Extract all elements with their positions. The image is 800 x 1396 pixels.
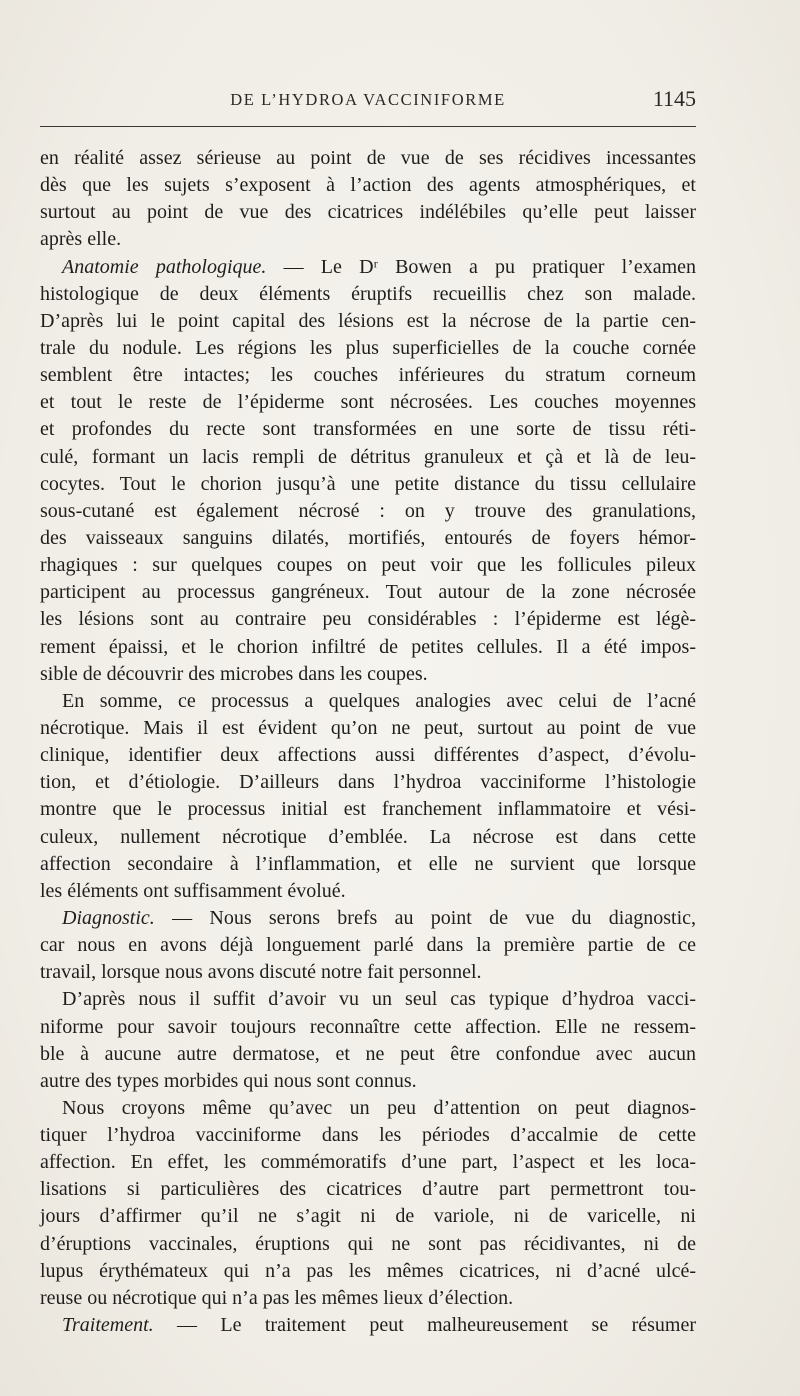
text-line: clinique, identifier deux affections aussi différentes d’aspect, d’évolu- [40, 744, 696, 767]
section-heading-line [40, 1312, 696, 1339]
running-title: DE L’HYDROA VACCINIFORME [230, 90, 506, 109]
text-line: culeux, nullement nécrotique d’emblée. La nécrose est dans cette [40, 825, 696, 848]
text-line: ble à aucune autre dermatose, et ne peut être confondue avec aucun [40, 1042, 696, 1065]
section-heading-line [40, 254, 696, 281]
text-line: lupus érythémateux qui n’a pas les mêmes cicatrices, ni d’acné ulcé- [40, 1259, 696, 1282]
section-heading-traitement: Traitement. [62, 1314, 154, 1337]
text-line: autre des types morbides qui nous sont connus. [40, 1069, 417, 1092]
text-line: D’après lui le point capital des lésions est la nécrose de la partie cen- [40, 309, 696, 332]
text-line: après elle. [40, 228, 122, 251]
text-line: rement épaissi, et le chorion infiltré de petites cellules. Il a été impos- [40, 635, 696, 658]
text-line: travail, lorsque nous avons discuté notre fait personnel. [40, 961, 482, 984]
text-line: et profondes du recte sont transformées en une sorte de tissu réti- [40, 418, 696, 441]
text-line: les lésions sont au contraire peu considérables : l’épiderme est légè- [40, 608, 696, 631]
text-line: surtout au point de vue des cicatrices indélébiles qu’elle peut laisser [40, 201, 696, 224]
section-heading-diagnostic: Diagnostic. [62, 906, 155, 929]
text-line: des vaisseaux sanguins dilatés, mortifiés, entourés de foyers hémor- [40, 526, 696, 549]
section-heading-anatomie: Anatomie pathologique. [62, 255, 267, 278]
text-line: sible de découvrir des microbes dans les coupes. [40, 662, 428, 685]
header-rule [40, 126, 696, 127]
page-header [40, 86, 696, 116]
text-line: jours d’affirmer qu’il ne s’agit ni de variole, ni de varicelle, ni [40, 1205, 696, 1228]
text-line: nécrotique. Mais il est évident qu’on ne peut, surtout au point de vue [40, 716, 696, 739]
text-line: tiquer l’hydroa vacciniforme dans les périodes d’accalmie de cette [40, 1124, 696, 1147]
text-line: les éléments ont suffisamment évolué. [40, 879, 346, 902]
text-line: D’après nous il suffit d’avoir vu un seul cas typique d’hydroa vacci- [62, 988, 696, 1011]
text-line: niforme pour savoir toujours reconnaître cette affection. Elle ne ressem- [40, 1015, 696, 1038]
text-run: — Le Dʳ Bowen a pu pratiquer l’examen [266, 255, 697, 278]
text-line: tion, et d’étiologie. D’ailleurs dans l’hydroa vacciniforme l’histologie [40, 771, 696, 794]
text-line: participent au processus gangréneux. Tout autour de la zone nécrosée [40, 581, 696, 604]
text-run: — Nous serons brefs au point de vue du diagnostic, [154, 906, 696, 929]
text-line: car nous en avons déjà longuement parlé dans la première partie de ce [40, 934, 696, 957]
section-heading-line [40, 905, 696, 932]
body-text [40, 145, 696, 1339]
text-line: montre que le processus initial est franchement inflammatoire et vési- [40, 798, 696, 821]
text-line: sous-cutané est également nécrosé : on y trouve des granulations, [40, 499, 696, 522]
text-line: cocytes. Tout le chorion jusqu’à une petite distance du tissu cellulaire [40, 472, 696, 495]
text-line: reuse ou nécrotique qui n’a pas les mêmes lieux d’élection. [40, 1286, 514, 1309]
text-line: rhagiques : sur quelques coupes on peut voir que les follicules pileux [40, 554, 696, 577]
text-line: affection. En effet, les commémoratifs d’une part, l’aspect et les loca- [40, 1151, 696, 1174]
text-line: d’éruptions vaccinales, éruptions qui ne sont pas récidivantes, ni de [40, 1232, 696, 1255]
text-line: En somme, ce processus a quelques analogies avec celui de l’acné [62, 689, 696, 712]
page-number: 1145 [652, 86, 696, 111]
text-run: — Le traitement peut malheureusement se résumer [153, 1314, 696, 1337]
text-line: affection secondaire à l’inflammation, et elle ne survient que lorsque [40, 852, 696, 875]
text-line: et tout le reste de l’épiderme sont nécrosées. Les couches moyennes [40, 391, 696, 414]
text-line: dès que les sujets s’exposent à l’action des agents atmosphériques, et [40, 174, 696, 197]
text-line: en réalité assez sérieuse au point de vue de ses récidives incessantes [40, 147, 696, 169]
text-line: lisations si particulières des cicatrices d’autre part permettront tou- [40, 1178, 696, 1201]
text-line: culé, formant un lacis rempli de détritus granuleux et çà et là de leu- [40, 445, 696, 468]
text-line: semblent être intactes; les couches inférieures du stratum corneum [40, 364, 696, 387]
text-line: Nous croyons même qu’avec un peu d’attention on peut diagnos- [62, 1096, 696, 1119]
text-line: histologique de deux éléments éruptifs recueillis chez son malade. [40, 282, 696, 305]
text-line: trale du nodule. Les régions les plus superficielles de la couche cornée [40, 336, 696, 359]
